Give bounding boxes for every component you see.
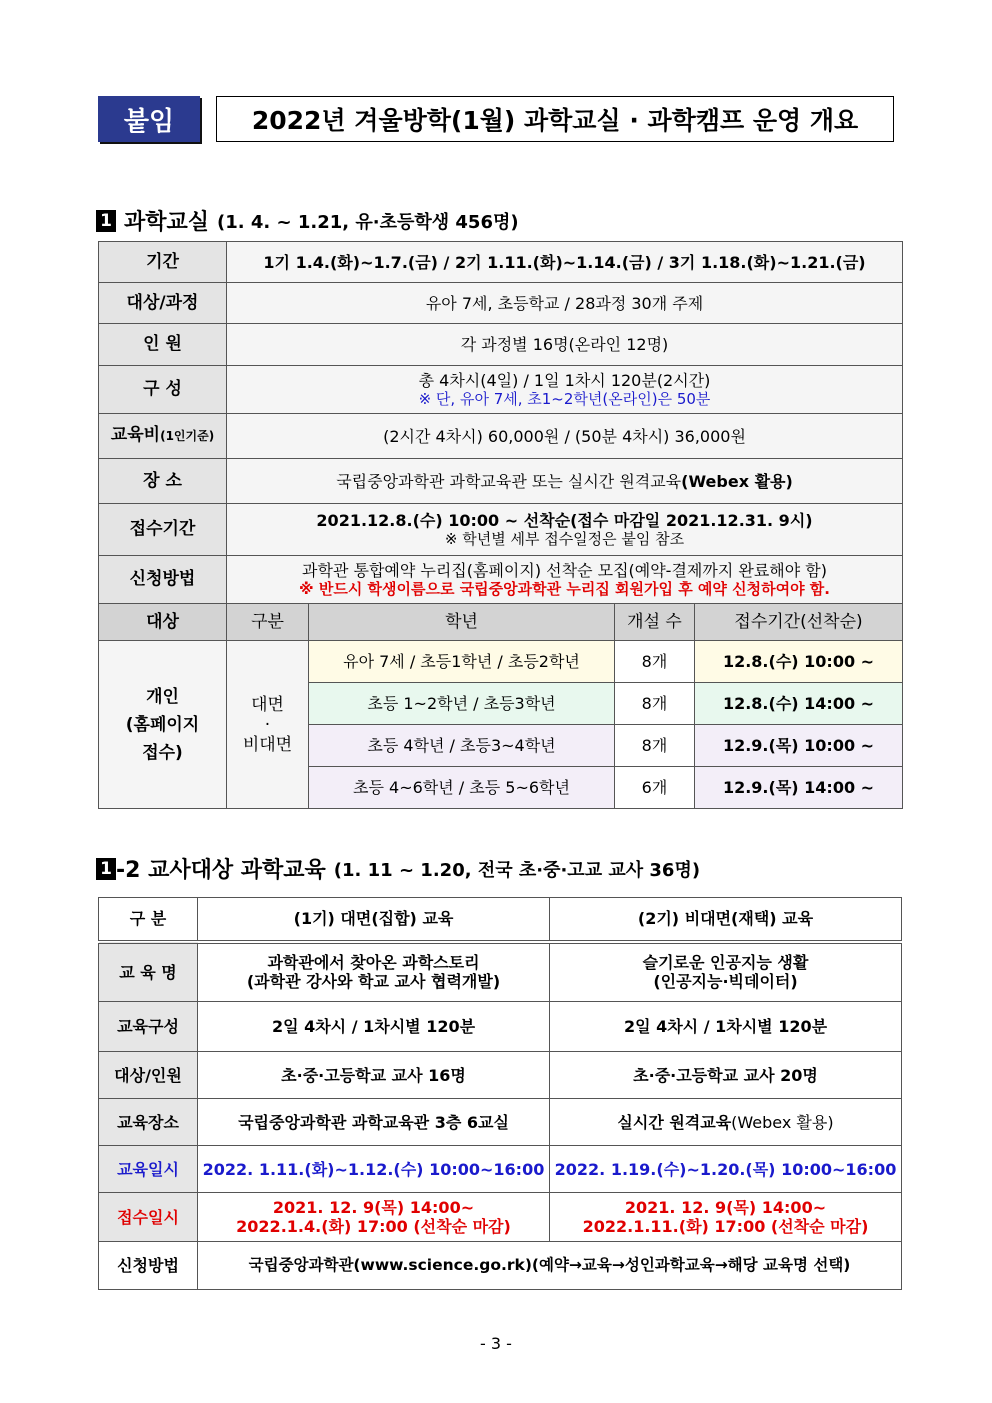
reception-cell bbox=[227, 504, 903, 556]
apply-value: 과학관 통합예약 누리집(홈페이지) 선착순 모집(예약-결제까지 완료해야 함) bbox=[302, 560, 827, 580]
course-date-label: 교육일시 bbox=[99, 1146, 198, 1193]
apply-cell bbox=[227, 556, 903, 604]
section1-heading bbox=[96, 205, 519, 236]
fee-label-cell bbox=[99, 414, 227, 459]
reception-label: 접수기간 bbox=[99, 504, 227, 556]
course-target-2: 초·중·고등학교 교사 20명 bbox=[550, 1052, 902, 1099]
place-webex: (Webex 활용) bbox=[681, 471, 793, 491]
section2-title: -2 교사대상 과학교육 bbox=[116, 858, 326, 883]
science-class-table bbox=[98, 241, 903, 809]
attachment-badge: 붙임 bbox=[98, 96, 200, 142]
reception-date-2-line1: 2021. 12. 9(목) 14:00~ bbox=[624, 1198, 827, 1217]
compose-value: 총 4차시(4일) / 1일 1차시 120분(2시간) bbox=[418, 370, 711, 390]
place-label: 장 소 bbox=[99, 459, 227, 504]
schedule-head-grade: 학년 bbox=[309, 604, 615, 641]
target-value: 유아 7세, 초등학교 / 28과정 30개 주제 bbox=[227, 283, 903, 324]
course-name-2-line1: 슬기로운 인공지능 생활 bbox=[642, 953, 809, 973]
page-number: - 3 - bbox=[480, 1334, 512, 1353]
reception-date-2 bbox=[550, 1193, 902, 1242]
course-apply-label: 신청방법 bbox=[99, 1242, 198, 1290]
section1-number: 1 bbox=[96, 210, 116, 232]
section2-subtitle: (1. 11 ~ 1.20, 전국 초·중·고교 교사 36명) bbox=[333, 859, 701, 881]
reception-date-1 bbox=[198, 1193, 550, 1242]
schedule-head-target: 대상 bbox=[99, 604, 227, 641]
schedule-type-dot: · bbox=[264, 714, 271, 735]
reception-note: ※ 학년별 세부 접수일정은 붙임 참조 bbox=[444, 529, 685, 548]
period-label: 기간 bbox=[99, 242, 227, 283]
schedule-period-3: 12.9.(목) 10:00 ~ bbox=[695, 725, 903, 767]
compose-label: 구 성 bbox=[99, 366, 227, 414]
reception-date-1-line2: 2022.1.4.(화) 17:00 (선착순 마감) bbox=[236, 1217, 511, 1236]
fee-label: 교육비 bbox=[110, 425, 161, 445]
fee-label-small: (1인기준) bbox=[160, 429, 215, 443]
course-name-2 bbox=[550, 942, 902, 1002]
reception-date-label: 접수일시 bbox=[99, 1193, 198, 1242]
course-target-1: 초·중·고등학교 교사 16명 bbox=[198, 1052, 550, 1099]
schedule-count-3: 8개 bbox=[615, 725, 695, 767]
course-apply-value: 국립중앙과학관(www.science.go.rk)(예약→교육→성인과학교육→해당 교육명 선택) bbox=[198, 1242, 902, 1290]
t2-head-col1: (1기) 대면(집합) 교육 bbox=[198, 898, 550, 942]
people-label: 인 원 bbox=[99, 324, 227, 366]
schedule-grade-1: 유아 7세 / 초등1학년 / 초등2학년 bbox=[309, 641, 615, 683]
course-place-2-text: 실시간 원격교육 bbox=[617, 1112, 732, 1132]
document-title: 2022년 겨울방학(1월) 과학교실 · 과학캠프 운영 개요 bbox=[216, 96, 894, 142]
section2-heading bbox=[96, 853, 700, 884]
target-label: 대상/과정 bbox=[99, 283, 227, 324]
schedule-grade-3: 초등 4학년 / 초등3~4학년 bbox=[309, 725, 615, 767]
section1-title: 과학교실 bbox=[124, 210, 210, 235]
course-place-2-webex: (Webex 활용) bbox=[731, 1112, 834, 1132]
schedule-count-2: 8개 bbox=[615, 683, 695, 725]
compose-cell bbox=[227, 366, 903, 414]
course-date-2: 2022. 1.19.(수)~1.20.(목) 10:00~16:00 bbox=[550, 1146, 902, 1193]
schedule-type-2: 비대면 bbox=[242, 734, 293, 755]
schedule-period-4: 12.9.(목) 14:00 ~ bbox=[695, 767, 903, 809]
course-compose-1: 2일 4차시 / 1차시별 120분 bbox=[198, 1002, 550, 1052]
course-place-1: 국립중앙과학관 과학교육관 3층 6교실 bbox=[198, 1099, 550, 1146]
place-value: 국립중앙과학관 과학교육관 또는 실시간 원격교육 bbox=[336, 471, 682, 491]
reception-date-1-line1: 2021. 12. 9(목) 14:00~ bbox=[272, 1198, 475, 1217]
course-date-1: 2022. 1.11.(화)~1.12.(수) 10:00~16:00 bbox=[198, 1146, 550, 1193]
schedule-head-period: 접수기간(선착순) bbox=[695, 604, 903, 641]
course-name-2-line2: (인공지능·빅데이터) bbox=[653, 972, 798, 992]
schedule-count-1: 8개 bbox=[615, 641, 695, 683]
course-name-label: 교 육 명 bbox=[99, 942, 198, 1002]
section1-subtitle: (1. 4. ~ 1.21, 유·초등학생 456명) bbox=[217, 211, 519, 233]
course-name-1-line1: 과학관에서 찾아온 과학스토리 bbox=[267, 953, 480, 973]
apply-label: 신청방법 bbox=[99, 556, 227, 604]
section2-number: 1 bbox=[96, 858, 116, 880]
reception-date-2-line2: 2022.1.11.(화) 17:00 (선착순 마감) bbox=[582, 1217, 869, 1236]
course-place-2 bbox=[550, 1099, 902, 1146]
schedule-count-4: 6개 bbox=[615, 767, 695, 809]
place-cell bbox=[227, 459, 903, 504]
reception-value: 2021.12.8.(수) 10:00 ~ 선착순(접수 마감일 2021.12.31. 9시) bbox=[316, 510, 813, 530]
schedule-period-1: 12.8.(수) 10:00 ~ bbox=[695, 641, 903, 683]
schedule-head-count: 개설 수 bbox=[615, 604, 695, 641]
t2-head-col2: (2기) 비대면(재택) 교육 bbox=[550, 898, 902, 942]
t2-head-label: 구 분 bbox=[99, 898, 198, 942]
apply-note: ※ 반드시 학생이름으로 국립중앙과학관 누리집 회원가입 후 예약 신청하여야 함. bbox=[299, 579, 830, 598]
period-value: 1기 1.4.(화)~1.7.(금) / 2기 1.11.(화)~1.14.(금) / 3기 1.18.(화)~1.21.(금) bbox=[227, 242, 903, 283]
course-place-label: 교육장소 bbox=[99, 1099, 198, 1146]
schedule-type-1: 대면 bbox=[251, 694, 284, 715]
course-compose-label: 교육구성 bbox=[99, 1002, 198, 1052]
schedule-head-type: 구분 bbox=[227, 604, 309, 641]
schedule-period-2: 12.8.(수) 14:00 ~ bbox=[695, 683, 903, 725]
course-name-1 bbox=[198, 942, 550, 1002]
schedule-type bbox=[227, 641, 309, 809]
course-target-label: 대상/인원 bbox=[99, 1052, 198, 1099]
schedule-grade-4: 초등 4~6학년 / 초등 5~6학년 bbox=[309, 767, 615, 809]
schedule-target: 개인 (홈페이지 접수) bbox=[99, 641, 227, 809]
compose-note: ※ 단, 유아 7세, 초1~2학년(온라인)은 50분 bbox=[418, 389, 711, 408]
schedule-grade-2: 초등 1~2학년 / 초등3학년 bbox=[309, 683, 615, 725]
people-value: 각 과정별 16명(온라인 12명) bbox=[227, 324, 903, 366]
teacher-training-table bbox=[98, 897, 902, 1290]
course-name-1-line2: (과학관 강사와 학교 교사 협력개발) bbox=[246, 972, 501, 992]
fee-value: (2시간 4차시) 60,000원 / (50분 4차시) 36,000원 bbox=[227, 414, 903, 459]
course-compose-2: 2일 4차시 / 1차시별 120분 bbox=[550, 1002, 902, 1052]
